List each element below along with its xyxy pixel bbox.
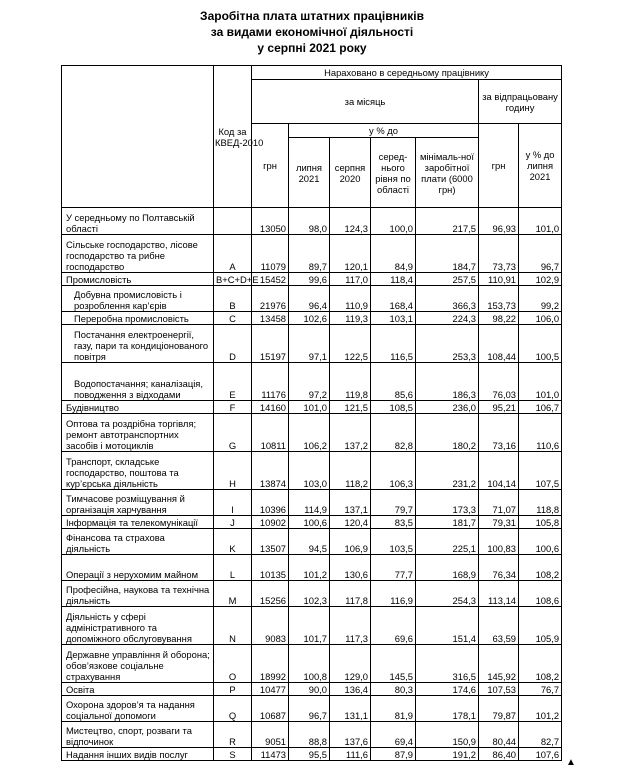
header-uah: грн — [252, 124, 289, 208]
activity-name: Постачання електроенергії, газу, пари та кондиціонованого повітря — [62, 325, 214, 363]
value-uah: 13050 — [252, 208, 289, 235]
value-pct-aug2020: 117,0 — [330, 273, 371, 286]
activity-name: Операції з нерухомим майном — [62, 555, 214, 581]
value-uah-hour: 71,07 — [479, 490, 519, 516]
kved-code: Q — [214, 696, 252, 722]
value-uah-hour: 108,44 — [479, 325, 519, 363]
table-row — [62, 401, 562, 414]
value-pct-aug2020: 137,2 — [330, 414, 371, 452]
value-pct-avg-region: 118,4 — [371, 273, 416, 286]
value-pct-min-wage: 180,2 — [416, 414, 479, 452]
value-pct-avg-region: 168,4 — [371, 286, 416, 312]
value-pct-july2021-hour: 101,0 — [519, 208, 562, 235]
value-pct-july2021-hour: 105,8 — [519, 516, 562, 529]
value-uah: 9051 — [252, 722, 289, 748]
value-pct-aug2020: 136,4 — [330, 683, 371, 696]
value-pct-july2021-hour: 101,0 — [519, 363, 562, 401]
activity-name: Тимчасове розміщування й організація харчування — [62, 490, 214, 516]
value-pct-july2021: 99,6 — [289, 273, 330, 286]
value-pct-july2021-hour: 82,7 — [519, 722, 562, 748]
value-pct-avg-region: 87,9 — [371, 748, 416, 761]
header-per-hour: за відпрацьовану годину — [479, 80, 562, 124]
table-row — [62, 235, 562, 273]
value-pct-july2021: 96,7 — [289, 696, 330, 722]
value-uah: 18992 — [252, 645, 289, 683]
title-line-2: за видами економічної діяльності — [210, 25, 414, 39]
value-pct-july2021-hour: 107,5 — [519, 452, 562, 490]
value-pct-min-wage: 253,3 — [416, 325, 479, 363]
value-pct-aug2020: 131,1 — [330, 696, 371, 722]
kved-code: E — [214, 363, 252, 401]
activity-name: Діяльність у сфері адміністративного та допоміжного обслуговування — [62, 607, 214, 645]
value-uah-hour: 63,59 — [479, 607, 519, 645]
value-pct-aug2020: 106,9 — [330, 529, 371, 555]
kved-code: M — [214, 581, 252, 607]
value-pct-july2021-hour: 101,2 — [519, 696, 562, 722]
kved-code: B — [214, 286, 252, 312]
value-pct-avg-region: 100,0 — [371, 208, 416, 235]
value-uah-hour: 98,22 — [479, 312, 519, 325]
value-pct-aug2020: 130,6 — [330, 555, 371, 581]
activity-name: Фінансова та страхова діяльність — [62, 529, 214, 555]
value-pct-avg-region: 85,6 — [371, 363, 416, 401]
value-pct-july2021-hour: 99,2 — [519, 286, 562, 312]
kved-code: K — [214, 529, 252, 555]
kved-code: N — [214, 607, 252, 645]
value-uah: 10811 — [252, 414, 289, 452]
value-pct-avg-region: 82,8 — [371, 414, 416, 452]
value-uah: 11473 — [252, 748, 289, 761]
table-row — [62, 607, 562, 645]
header-accrued: Нараховано в середньому працівнику — [252, 66, 562, 80]
value-pct-min-wage: 181,7 — [416, 516, 479, 529]
table-row — [62, 529, 562, 555]
value-uah-hour: 96,93 — [479, 208, 519, 235]
value-pct-aug2020: 118,2 — [330, 452, 371, 490]
value-pct-avg-region: 80,3 — [371, 683, 416, 696]
value-uah: 10687 — [252, 696, 289, 722]
kved-code: S — [214, 748, 252, 761]
value-pct-avg-region: 106,3 — [371, 452, 416, 490]
value-uah-hour: 107,53 — [479, 683, 519, 696]
header-pct-to: у % до — [289, 124, 479, 138]
kved-code: A — [214, 235, 252, 273]
kved-code: D — [214, 325, 252, 363]
value-pct-july2021: 89,7 — [289, 235, 330, 273]
header-july2021: липня 2021 — [289, 138, 330, 208]
value-uah-hour: 80,44 — [479, 722, 519, 748]
kved-code: B+C+D+E — [214, 273, 252, 286]
value-uah-hour: 95,21 — [479, 401, 519, 414]
value-pct-avg-region: 83,5 — [371, 516, 416, 529]
table-row — [62, 208, 562, 235]
value-pct-aug2020: 117,3 — [330, 607, 371, 645]
kved-code: I — [214, 490, 252, 516]
footer-mark: ▲ — [566, 757, 576, 768]
value-uah: 10477 — [252, 683, 289, 696]
value-pct-july2021: 88,8 — [289, 722, 330, 748]
value-pct-aug2020: 111,6 — [330, 748, 371, 761]
value-uah-hour: 79,87 — [479, 696, 519, 722]
value-pct-july2021-hour: 96,7 — [519, 235, 562, 273]
value-pct-aug2020: 120,4 — [330, 516, 371, 529]
value-uah: 13874 — [252, 452, 289, 490]
activity-name: Надання інших видів послуг — [62, 748, 214, 761]
value-pct-aug2020: 110,9 — [330, 286, 371, 312]
table-row — [62, 516, 562, 529]
value-uah-hour: 153,73 — [479, 286, 519, 312]
value-pct-aug2020: 121,5 — [330, 401, 371, 414]
header-activity-blank — [62, 66, 214, 208]
value-pct-avg-region: 77,7 — [371, 555, 416, 581]
value-pct-aug2020: 129,0 — [330, 645, 371, 683]
value-pct-july2021: 90,0 — [289, 683, 330, 696]
header-july2021-hour: у % до липня 2021 — [519, 124, 562, 208]
table-row — [62, 312, 562, 325]
table-row — [62, 452, 562, 490]
value-pct-aug2020: 124,3 — [330, 208, 371, 235]
value-pct-avg-region: 81,9 — [371, 696, 416, 722]
value-pct-july2021: 102,6 — [289, 312, 330, 325]
value-pct-july2021-hour: 110,6 — [519, 414, 562, 452]
value-pct-min-wage: 186,3 — [416, 363, 479, 401]
activity-name: Інформація та телекомунікації — [62, 516, 214, 529]
value-pct-july2021: 101,2 — [289, 555, 330, 581]
value-pct-avg-region: 69,6 — [371, 607, 416, 645]
activity-name: Сільське господарство, лісове господарство та рибне господарство — [62, 235, 214, 273]
activity-name: Переробна промисловість — [62, 312, 214, 325]
table-row — [62, 414, 562, 452]
value-pct-july2021-hour: 100,6 — [519, 529, 562, 555]
value-pct-july2021-hour: 100,5 — [519, 325, 562, 363]
value-pct-aug2020: 119,3 — [330, 312, 371, 325]
value-pct-avg-region: 145,5 — [371, 645, 416, 683]
value-pct-min-wage: 174,6 — [416, 683, 479, 696]
value-pct-avg-region: 84,9 — [371, 235, 416, 273]
value-pct-min-wage: 236,0 — [416, 401, 479, 414]
value-uah: 15256 — [252, 581, 289, 607]
value-pct-july2021-hour: 108,2 — [519, 555, 562, 581]
value-uah: 21976 — [252, 286, 289, 312]
value-uah-hour: 100,83 — [479, 529, 519, 555]
value-pct-aug2020: 122,5 — [330, 325, 371, 363]
kved-code: G — [214, 414, 252, 452]
table-row — [62, 490, 562, 516]
kved-code: J — [214, 516, 252, 529]
header-aug2020: серпня 2020 — [330, 138, 371, 208]
value-pct-min-wage: 224,3 — [416, 312, 479, 325]
value-pct-july2021-hour: 106,0 — [519, 312, 562, 325]
value-uah-hour: 145,92 — [479, 645, 519, 683]
value-pct-min-wage: 150,9 — [416, 722, 479, 748]
kved-code: P — [214, 683, 252, 696]
value-uah-hour: 73,73 — [479, 235, 519, 273]
value-pct-july2021-hour: 106,7 — [519, 401, 562, 414]
value-pct-july2021-hour: 108,6 — [519, 581, 562, 607]
activity-name: Державне управління й оборона; обов’язкове соціальне страхування — [62, 645, 214, 683]
value-pct-min-wage: 231,2 — [416, 452, 479, 490]
value-uah: 14160 — [252, 401, 289, 414]
title-line-3: у серпні 2021 року — [257, 41, 367, 55]
value-pct-min-wage: 151,4 — [416, 607, 479, 645]
value-pct-avg-region: 79,7 — [371, 490, 416, 516]
header-min-wage: мінімаль-ної заробітної плати (6000 грн) — [416, 138, 479, 208]
value-pct-min-wage: 254,3 — [416, 581, 479, 607]
value-uah-hour: 104,14 — [479, 452, 519, 490]
value-pct-min-wage: 225,1 — [416, 529, 479, 555]
value-pct-min-wage: 178,1 — [416, 696, 479, 722]
activity-name: Оптова та роздрібна торгівля; ремонт автотранспортних засобів і мотоциклів — [62, 414, 214, 452]
activity-name: Професійна, наукова та технічна діяльність — [62, 581, 214, 607]
header-uah-hour: грн — [479, 124, 519, 208]
value-pct-min-wage: 257,5 — [416, 273, 479, 286]
value-pct-aug2020: 137,6 — [330, 722, 371, 748]
header-per-month: за місяць — [252, 80, 479, 124]
kved-code: C — [214, 312, 252, 325]
value-pct-min-wage: 168,9 — [416, 555, 479, 581]
value-pct-july2021: 101,7 — [289, 607, 330, 645]
value-uah: 10902 — [252, 516, 289, 529]
table-row — [62, 722, 562, 748]
value-pct-min-wage: 366,3 — [416, 286, 479, 312]
value-pct-july2021: 100,8 — [289, 645, 330, 683]
activity-name: Охорона здоров’я та надання соціальної допомоги — [62, 696, 214, 722]
value-uah-hour: 76,03 — [479, 363, 519, 401]
value-pct-july2021-hour: 105,9 — [519, 607, 562, 645]
kved-code: R — [214, 722, 252, 748]
value-pct-july2021: 97,1 — [289, 325, 330, 363]
value-pct-july2021: 98,0 — [289, 208, 330, 235]
table-row — [62, 325, 562, 363]
value-uah: 15197 — [252, 325, 289, 363]
value-uah-hour: 73,16 — [479, 414, 519, 452]
activity-name: Промисловість — [62, 273, 214, 286]
kved-code: L — [214, 555, 252, 581]
value-pct-min-wage: 184,7 — [416, 235, 479, 273]
value-uah: 10135 — [252, 555, 289, 581]
value-pct-july2021-hour: 76,7 — [519, 683, 562, 696]
value-pct-avg-region: 116,9 — [371, 581, 416, 607]
value-pct-avg-region: 116,5 — [371, 325, 416, 363]
activity-name: Мистецтво, спорт, розваги та відпочинок — [62, 722, 214, 748]
value-uah: 9083 — [252, 607, 289, 645]
activity-name: У середньому по Полтавській області — [62, 208, 214, 235]
value-pct-aug2020: 120,1 — [330, 235, 371, 273]
value-pct-july2021-hour: 108,2 — [519, 645, 562, 683]
value-pct-avg-region: 108,5 — [371, 401, 416, 414]
value-pct-min-wage: 316,5 — [416, 645, 479, 683]
value-pct-aug2020: 117,8 — [330, 581, 371, 607]
table-row — [62, 363, 562, 401]
value-pct-avg-region: 103,5 — [371, 529, 416, 555]
value-pct-july2021: 101,0 — [289, 401, 330, 414]
value-uah-hour: 79,31 — [479, 516, 519, 529]
wage-table — [61, 65, 562, 761]
value-uah: 10396 — [252, 490, 289, 516]
value-pct-july2021-hour: 107,6 — [519, 748, 562, 761]
activity-name: Транспорт, складське господарство, поштова та кур’єрська діяльність — [62, 452, 214, 490]
value-pct-july2021: 114,9 — [289, 490, 330, 516]
value-pct-july2021: 102,3 — [289, 581, 330, 607]
value-pct-july2021: 94,5 — [289, 529, 330, 555]
kved-code: O — [214, 645, 252, 683]
header-avg-region: серед-нього рівня по області — [371, 138, 416, 208]
kved-code — [214, 208, 252, 235]
activity-name: Водопостачання; каналізація, поводження з відходами — [62, 363, 214, 401]
value-uah: 13507 — [252, 529, 289, 555]
value-pct-min-wage: 217,5 — [416, 208, 479, 235]
value-uah-hour: 110,91 — [479, 273, 519, 286]
table-row — [62, 748, 562, 761]
activity-name: Добувна промисловість і розроблення кар’єрів — [62, 286, 214, 312]
table-row — [62, 555, 562, 581]
table-row — [62, 645, 562, 683]
activity-name: Освіта — [62, 683, 214, 696]
value-pct-july2021: 97,2 — [289, 363, 330, 401]
value-uah: 13458 — [252, 312, 289, 325]
value-pct-aug2020: 119,8 — [330, 363, 371, 401]
table-row — [62, 696, 562, 722]
table-row — [62, 273, 562, 286]
table-row — [62, 581, 562, 607]
value-pct-min-wage: 191,2 — [416, 748, 479, 761]
value-pct-july2021-hour: 102,9 — [519, 273, 562, 286]
value-pct-min-wage: 173,3 — [416, 490, 479, 516]
value-pct-avg-region: 69,4 — [371, 722, 416, 748]
value-uah-hour: 113,14 — [479, 581, 519, 607]
value-pct-july2021: 96,4 — [289, 286, 330, 312]
value-uah-hour: 76,34 — [479, 555, 519, 581]
value-pct-aug2020: 137,1 — [330, 490, 371, 516]
document-title — [0, 8, 624, 56]
value-pct-july2021: 100,6 — [289, 516, 330, 529]
table-row — [62, 286, 562, 312]
activity-name: Будівництво — [62, 401, 214, 414]
value-pct-avg-region: 103,1 — [371, 312, 416, 325]
value-uah-hour: 86,40 — [479, 748, 519, 761]
header-code: Код за КВЕД-2010 — [214, 66, 252, 208]
value-uah: 11176 — [252, 363, 289, 401]
value-pct-july2021: 95,5 — [289, 748, 330, 761]
value-uah: 11079 — [252, 235, 289, 273]
table-body — [62, 208, 562, 761]
value-pct-july2021: 106,2 — [289, 414, 330, 452]
table-row — [62, 683, 562, 696]
kved-code: H — [214, 452, 252, 490]
kved-code: F — [214, 401, 252, 414]
title-line-1: Заробітна плата штатних працівників — [200, 9, 424, 23]
value-pct-july2021: 103,0 — [289, 452, 330, 490]
value-uah: 15452 — [252, 273, 289, 286]
value-pct-july2021-hour: 118,8 — [519, 490, 562, 516]
